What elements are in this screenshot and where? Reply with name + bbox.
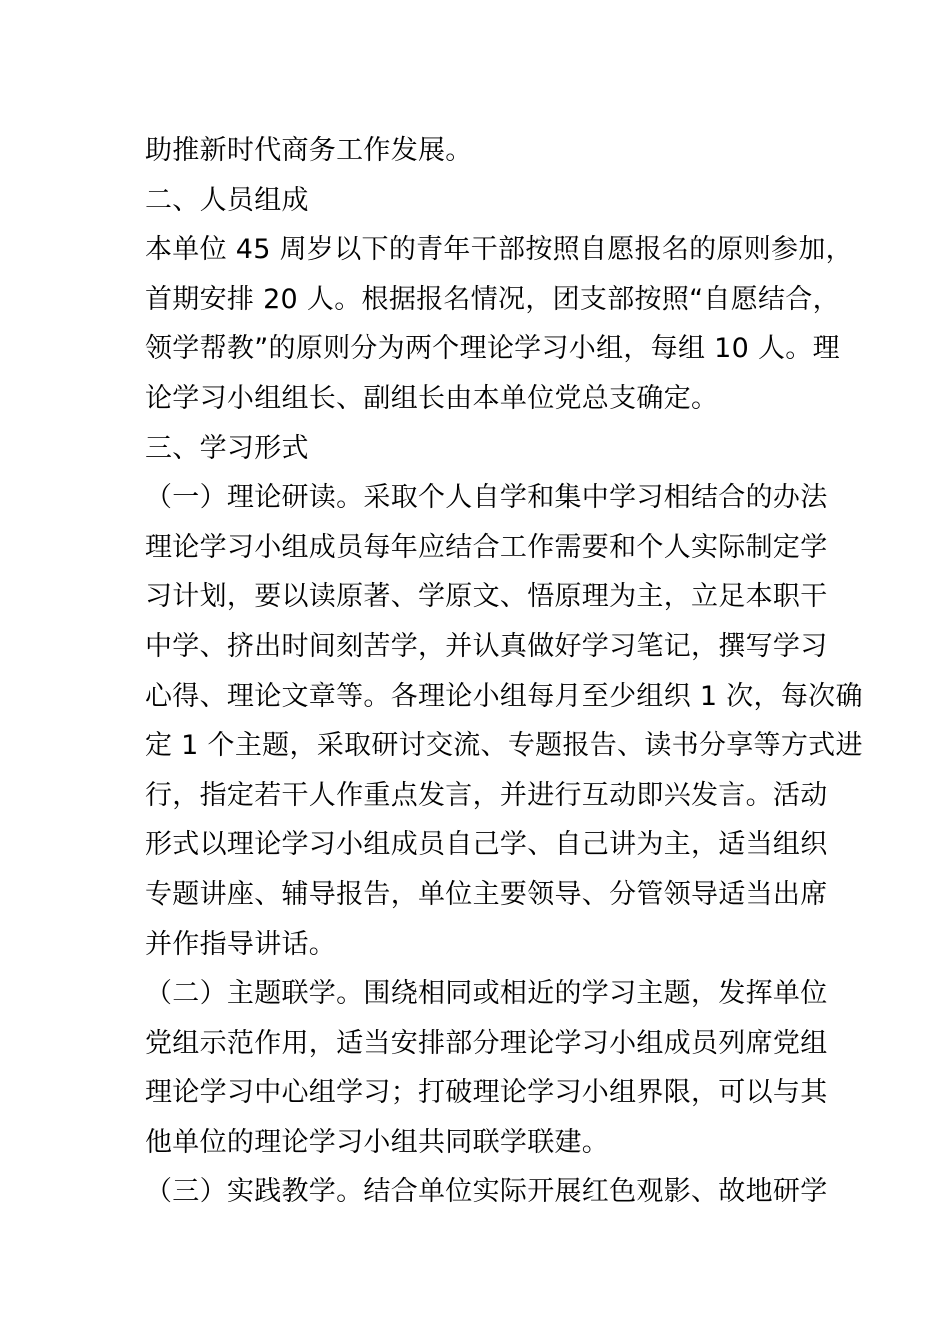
text-line: 本单位 45 周岁以下的青年干部按照自愿报名的原则参加，	[145, 234, 853, 266]
text-line: 理论学习中心组学习；打破理论学习小组界限，可以与其	[145, 1077, 828, 1109]
text-line: 领学帮教”的原则分为两个理论学习小组，每组 10 人。理	[145, 333, 840, 365]
text-line: 习计划，要以读原著、学原文、悟原理为主，立足本职干	[145, 581, 828, 613]
text-line: 理论学习小组成员每年应结合工作需要和个人实际制定学	[145, 531, 828, 563]
section-heading: 二、人员组成	[145, 184, 309, 216]
text-line: 党组示范作用，适当安排部分理论学习小组成员列席党组	[145, 1027, 828, 1059]
text-line: 专题讲座、辅导报告，单位主要领导、分管领导适当出席	[145, 878, 828, 910]
section-heading: 三、学习形式	[145, 432, 309, 464]
text-line: 定 1 个主题，采取研讨交流、专题报告、读书分享等方式进	[145, 730, 863, 762]
text-line: 行，指定若干人作重点发言，并进行互动即兴发言。活动	[145, 779, 828, 811]
text-line: （二）主题联学。围绕相同或相近的学习主题，发挥单位	[145, 978, 828, 1010]
text-line: 首期安排 20 人。根据报名情况，团支部按照“自愿结合，	[145, 283, 840, 315]
text-line: 形式以理论学习小组成员自己学、自己讲为主，适当组织	[145, 829, 828, 861]
text-line: 他单位的理论学习小组共同联学联建。	[145, 1126, 610, 1158]
text-line: 中学、挤出时间刻苦学，并认真做好学习笔记，撰写学习	[145, 630, 828, 662]
text-line: 论学习小组组长、副组长由本单位党总支确定。	[145, 382, 719, 414]
text-line: 心得、理论文章等。各理论小组每月至少组织 1 次，每次确	[145, 680, 863, 712]
text-line: 助推新时代商务工作发展。	[145, 135, 473, 166]
document-body	[145, 126, 863, 1217]
text-line: （三）实践教学。结合单位实际开展红色观影、故地研学	[145, 1176, 828, 1208]
text-line: （一）理论研读。采取个人自学和集中学习相结合的办法	[145, 482, 828, 514]
text-line: 并作指导讲话。	[145, 928, 337, 960]
